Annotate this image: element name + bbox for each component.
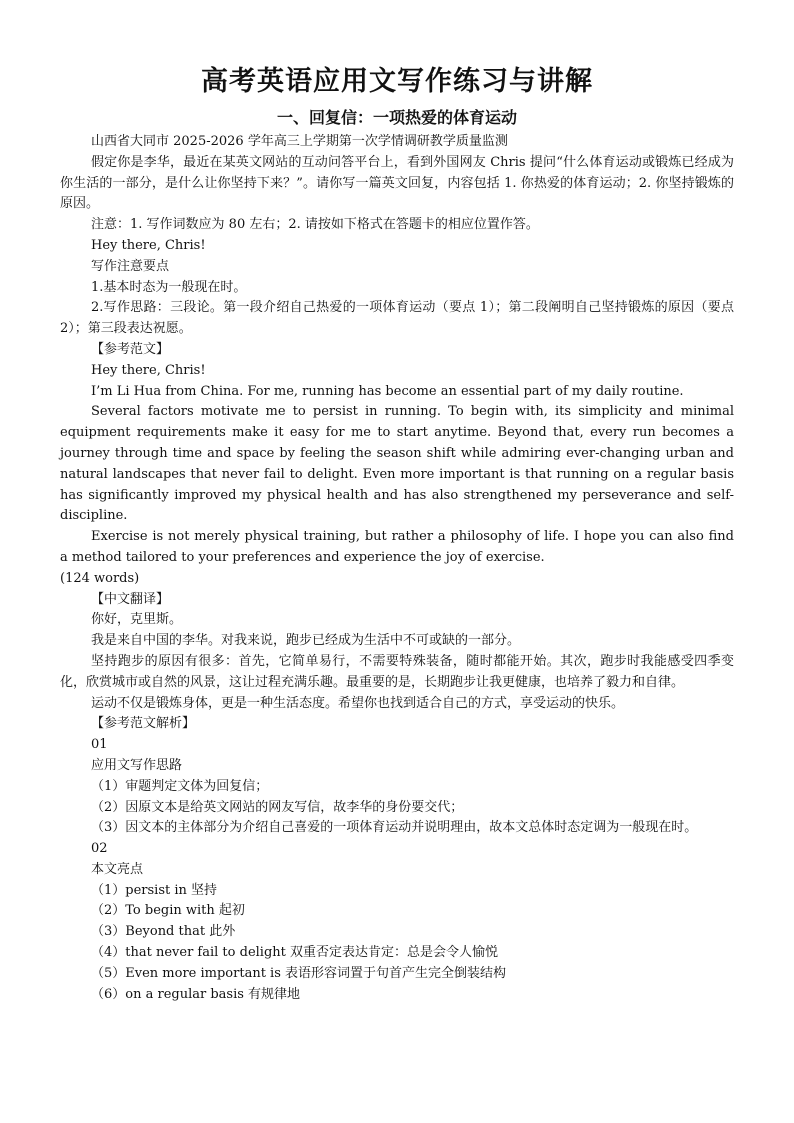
analysis-heading: 【参考范文解析】 (91, 716, 196, 732)
writing-note: 注意：1. 写作词数应为 80 左右；2. 请按如下格式在答题卡的相应位置作答。 (91, 217, 539, 233)
page-title: 高考英语应用文写作练习与讲解 (201, 66, 593, 97)
document-page (60, 62, 734, 1005)
highlight-item-4: （4）that never fail to delight 双重否定表达肯定：总是会令人愉悦 (91, 945, 498, 961)
highlight-item-3: （3）Beyond that 此外 (91, 924, 236, 940)
section-number-01: 01 (91, 737, 108, 753)
translation-line-1: 你好，克里斯。 (91, 612, 183, 628)
highlight-item-6: （6）on a regular basis 有规律地 (91, 986, 301, 1002)
highlights-heading: 本文亮点 (91, 861, 144, 877)
model-paragraph-2: Several factors motivate me to persist in running. To begin with, its simplicity and minimal equipment requirements make it easy for me to start anytime. Beyond that, every run becomes a journey through time and space by feeling the season shift while admiring ever-changing urban and natural landscapes that never fail to delight. Even more important is that running on a regular basis has significantly improved my physical health and has also strengthened my perseverance and self-discipline. (60, 404, 734, 524)
model-paragraph-3: Exercise is not merely physical training, but rather a philosophy of life. I hope you can also find a method tailored to your preferences and experience the joy of exercise. (60, 529, 734, 565)
highlight-item-1: （1）persist in 坚持 (91, 882, 218, 898)
source-line: 山西省大同市 2025-2026 学年高三上学期第一次学情调研教学质量监测 (91, 134, 508, 149)
model-greeting: Hey there, Chris! (91, 362, 206, 378)
translation-line-2: 我是来自中国的李华。对我来说，跑步已经成为生活中不可或缺的一部分。 (91, 633, 521, 649)
tip-2: 2.写作思路：三段论。第一段介绍自己热爱的一项体育运动（要点 1）；第二段阐明自己坚持锻炼的原因（要点 2）；第三段表达祝愿。 (60, 300, 734, 337)
section-title: 一、回复信：一项热爱的体育运动 (276, 108, 517, 127)
approach-item-1: （1）审题判定文体为回复信； (91, 778, 269, 794)
approach-item-3: （3）因文本的主体部分为介绍自己喜爱的一项体育运动并说明理由，故本文总体时态定调为一般现在时。 (91, 820, 698, 836)
highlight-item-2: （2）To begin with 起初 (91, 903, 245, 919)
model-paragraph-1: I’m Li Hua from China. For me, running has become an essential part of my daily routine. (91, 383, 684, 399)
translation-line-3: 坚持跑步的原因有很多：首先，它简单易行，不需要特殊装备，随时都能开始。其次，跑步时我能感受四季变化，欣赏城市或自然的风景，这让过程充满乐趣。最重要的是，长期跑步让我更健康，也培养了毅力和自律。 (60, 653, 734, 690)
model-heading: 【参考范文】 (91, 341, 170, 357)
word-count: (124 words) (60, 570, 140, 586)
approach-item-2: （2）因原文本是给英文网站的网友写信，故李华的身份要交代； (91, 799, 464, 815)
translation-line-4: 运动不仅是锻炼身体，更是一种生活态度。希望你也找到适合自己的方式，享受运动的快乐。 (91, 695, 625, 711)
tip-1: 1.基本时态为一般现在时。 (91, 279, 247, 295)
letter-greeting: Hey there, Chris! (91, 237, 206, 253)
translation-heading: 【中文翻译】 (91, 591, 170, 607)
highlight-item-5: （5）Even more important is 表语形容词置于句首产生完全倒装结构 (91, 965, 507, 981)
section-number-02: 02 (91, 841, 108, 857)
writing-prompt: 假定你是李华，最近在某英文网站的互动问答平台上，看到外国网友 Chris 提问“什么体育运动或锻炼已经成为你生活的一部分，是什么让你坚持下来？”。请你写一篇英文回复，内容包括 1. 你热爱的体育运动；2. 你坚持锻炼的原因。 (60, 154, 734, 212)
approach-heading: 应用文写作思路 (91, 757, 183, 773)
tips-heading: 写作注意要点 (91, 258, 170, 274)
